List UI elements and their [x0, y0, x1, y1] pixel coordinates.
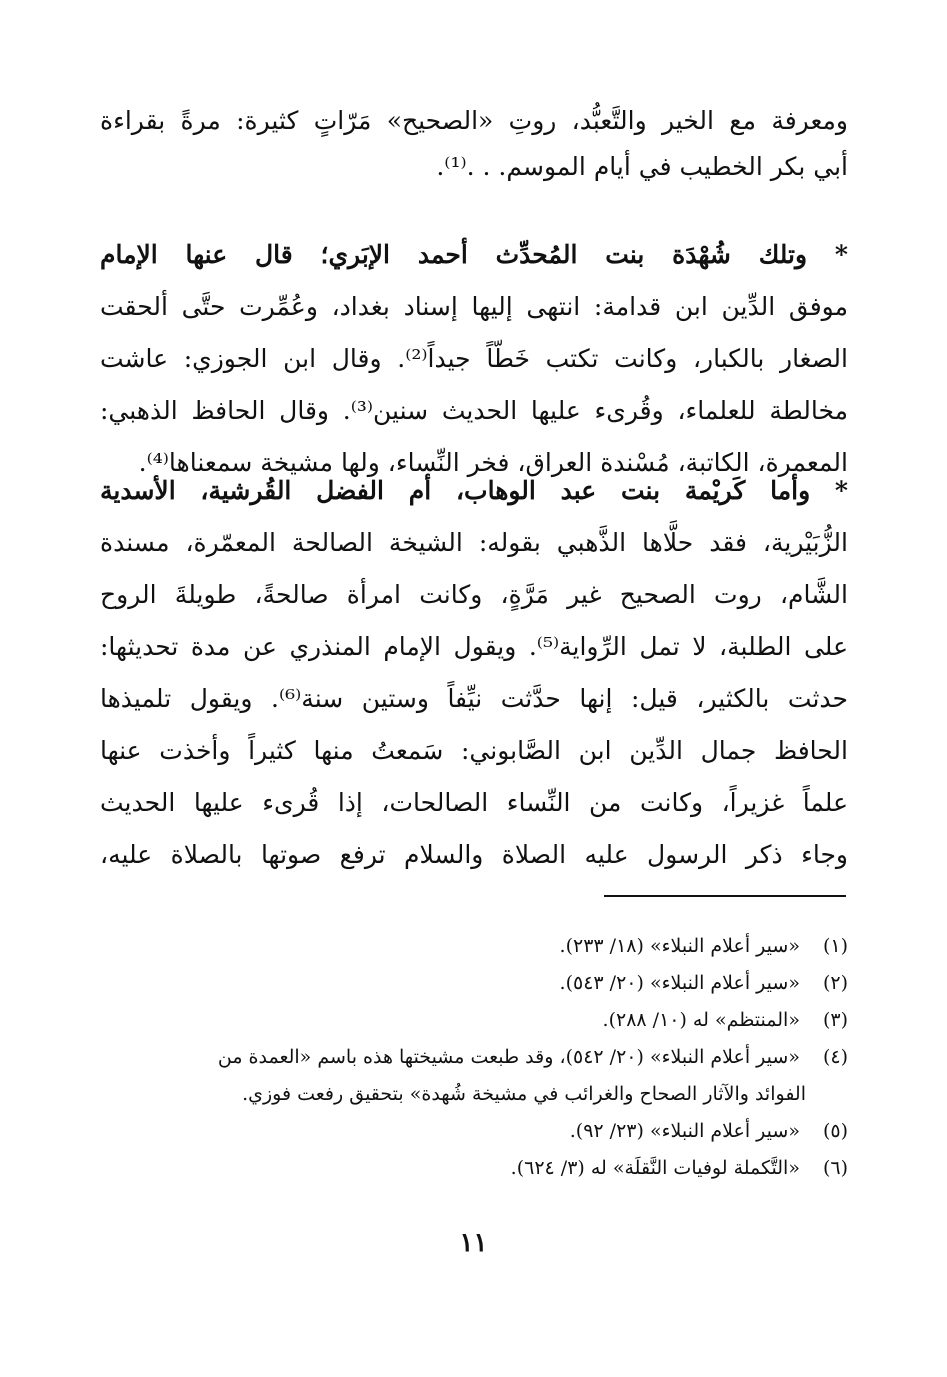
paragraph-1: [100, 98, 848, 190]
paragraph-3-line-1: * وأما كَريْمة بنت عبد الوهاب، أم الفضل القُرشية، الأسدية: [100, 476, 848, 505]
paragraph-3-line-6: الحافظ جمال الدِّين ابن الصَّابوني: سَمعتُ منها كثيراً وأخذت عنها: [100, 736, 848, 765]
footnote-text: «سير أعلام النبلاء» (١٨/ ٢٣٣).: [559, 935, 800, 957]
footnote-6: [100, 1150, 848, 1187]
footnote-number: (٣): [822, 1009, 848, 1031]
footnote-1: [100, 928, 848, 965]
footnote-4-continuation: الفوائد والآثار الصحاح والغرائب في مشيخة شُهدة» بتحقيق رفعت فوزي.: [242, 1083, 806, 1105]
footnote-5: [100, 1113, 848, 1150]
footnote-text: «المنتظم» له (١٠/ ٢٨٨).: [602, 1009, 800, 1031]
paragraph-3: [100, 468, 848, 878]
footnote-number: (٤): [822, 1046, 848, 1068]
paragraph-1-line-2: أبي بكر الخطيب في أيام الموسم. . .⁽¹⁾.: [436, 152, 848, 181]
footnote-text: «سير أعلام النبلاء» (٢٣/ ٩٢).: [569, 1120, 800, 1142]
footnote-4: [100, 1039, 848, 1076]
paragraph-1-line-1: ومعرفة مع الخير والتَّعبُّد، روتِ «الصحيح» مَرّاتٍ كثيرة: مرةً بقراءة: [100, 106, 848, 135]
footnote-2: [100, 965, 848, 1002]
paragraph-2: [100, 232, 848, 486]
footnotes: [100, 928, 848, 1187]
footnote-text: «سير أعلام النبلاء» (٢٠/ ٥٤٢)، وقد طبعت مشيختها هذه باسم «العمدة من: [217, 1046, 800, 1068]
footnote-separator: [604, 895, 846, 897]
paragraph-3-line-4: على الطلبة، لا تمل الرِّواية⁽⁵⁾. ويقول الإمام المنذري عن مدة تحديثها:: [100, 632, 848, 661]
footnote-number: (٢): [822, 972, 848, 994]
footnote-number: (١): [822, 935, 848, 957]
paragraph-2-line-3: الصغار بالكبار، وكانت تكتب خَطّاً جيداً⁽²⁾. وقال ابن الجوزي: عاشت: [100, 344, 848, 373]
page-number: ١١: [459, 1228, 488, 1258]
paragraph-3-line-8: وجاء ذكر الرسول عليه الصلاة والسلام ترفع صوتها بالصلاة عليه،: [100, 840, 848, 869]
paragraph-2-line-1: * وتلك شُهْدَة بنت المُحدِّث أحمد الإبَري؛ قال عنها الإمام: [100, 240, 848, 269]
footnote-number: (٦): [822, 1157, 848, 1179]
paragraph-2-line-4: مخالطة للعلماء، وقُرىء عليها الحديث سنين⁽³⁾. وقال الحافظ الذهبي:: [100, 396, 848, 425]
paragraph-3-line-2: الزُّبَيْرية، فقد حلَّاها الذَّهبي بقوله: الشيخة الصالحة المعمّرة، مسندة: [100, 528, 848, 557]
paragraph-3-line-3: الشَّام، روت الصحيح غير مَرَّةٍ، وكانت امرأة صالحةً، طويلةَ الروح: [100, 580, 848, 609]
footnote-text: «التَّكملة لوفيات النَّقلَة» له (٣/ ٦٢٤).: [510, 1157, 800, 1179]
paragraph-2-line-5: المعمرة، الكاتبة، مُسْندة العراق، فخر النِّساء، ولها مشيخة سمعناها⁽⁴⁾.: [138, 448, 848, 477]
footnote-number: (٥): [822, 1120, 848, 1142]
footnote-text: «سير أعلام النبلاء» (٢٠/ ٥٤٣).: [559, 972, 800, 994]
paragraph-2-line-2: موفق الدِّين ابن قدامة: انتهى إليها إسناد بغداد، وعُمِّرت حتَّى ألحقت: [100, 292, 848, 321]
paragraph-3-line-7: علماً غزيراً، وكانت من النِّساء الصالحات، إذا قُرىء عليها الحديث: [100, 788, 848, 817]
paragraph-3-line-5: حدثت بالكثير، قيل: إنها حدَّثت نيِّفاً وستين سنة⁽⁶⁾. ويقول تلميذها: [100, 684, 848, 713]
footnote-3: [100, 1002, 848, 1039]
